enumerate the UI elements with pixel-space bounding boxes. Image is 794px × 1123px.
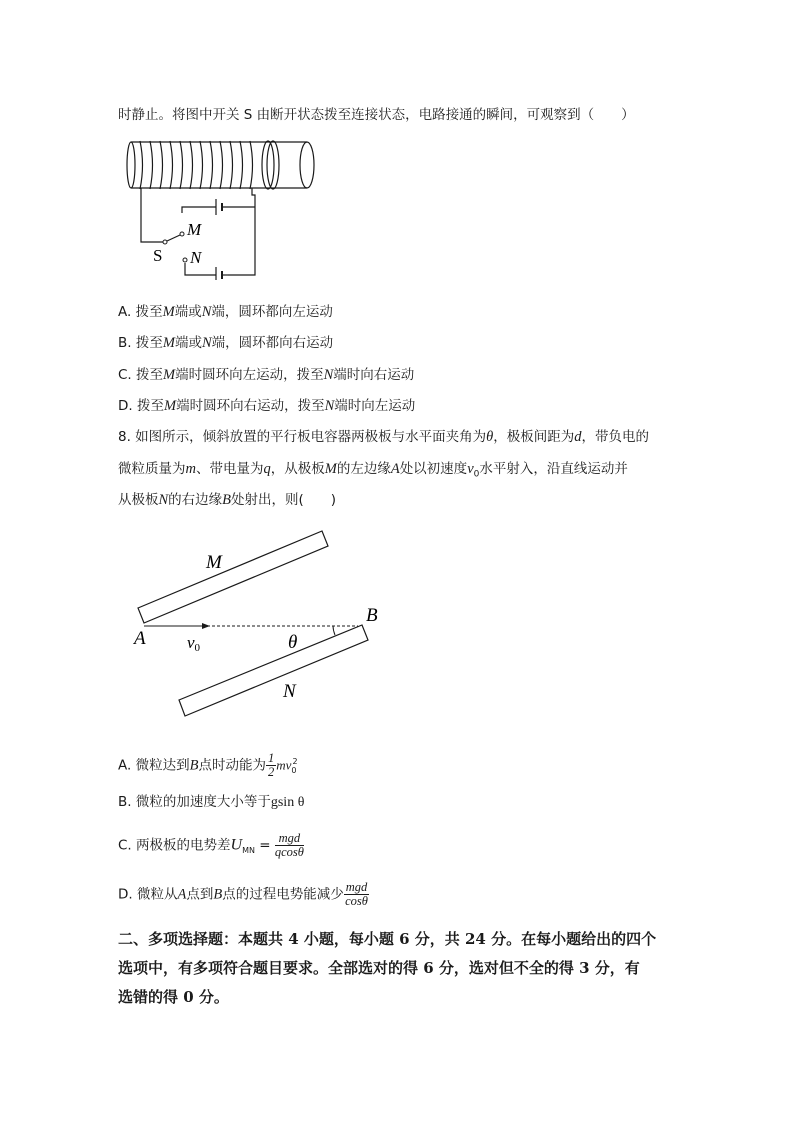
fraction-mgd-qcos: $\frac{\text{mgd}}{qcos\theta}$ [274, 831, 304, 859]
q7-intro-text: 时静止。将图中开关 S 由断开状态拨至连接状态，电路接通的瞬间，可观察到（ ） [118, 107, 635, 123]
q8-option-b[interactable]: B. 微粒的加速度大小等于gsin θ [118, 794, 305, 810]
q7-option-c[interactable]: C. 拨至M端时圆环向左运动，拨至N端时向右运动 [118, 367, 415, 383]
section2-heading-line2: 选项中，有多项符合题目要求。全部选对的得 6 分，选对但不全的得 3 分，有 [118, 959, 640, 977]
fraction-mgd-cos: $\frac{\text{mgd}}{\cos\theta}$ [345, 880, 368, 908]
solenoid-circuit-figure [120, 135, 330, 280]
label-s: S [153, 246, 163, 265]
label-m: M [187, 220, 202, 239]
fig-label-v0: v0 [187, 633, 201, 654]
q7-option-b[interactable]: B. 拨至M端或N端，圆环都向右运动 [118, 335, 334, 351]
q8-option-a[interactable]: A. 微粒达到B点时动能为 $\frac{1}{2}$ $mv_0^2$ [118, 751, 298, 779]
fig-label-n: N [283, 681, 296, 702]
q7-option-d[interactable]: D. 拨至M端时圆环向右运动，拨至N端时向左运动 [118, 398, 416, 414]
q8-stem-line2: 微粒质量为m、带电量为q，从极板M的左边缘A处以初速度$v_0$水平射入，沿直线运动并 [118, 461, 628, 480]
capacitor-plates-figure [130, 520, 390, 725]
section2-heading-line1: 二、多项选择题：本题共 4 小题，每小题 6 分，共 24 分。在每小题给出的四个 [118, 930, 657, 948]
q8-stem-line1: 8. 如图所示，倾斜放置的平行板电容器两极板与水平面夹角为θ，极板间距为d，带负电的 [118, 429, 650, 445]
label-n: N [190, 248, 202, 267]
fig-label-theta: θ [288, 632, 298, 653]
section2-heading-line3: 选错的得 0 分。 [118, 988, 229, 1006]
fraction-half: $\frac{1}{2}$ [267, 751, 275, 779]
fig-label-a: A [134, 628, 146, 649]
q8-stem-line3: 从极板N的右边缘B处射出，则( ) [118, 492, 337, 508]
fig-label-b: B [366, 605, 378, 626]
fig-label-m: M [206, 552, 222, 573]
q8-option-d[interactable]: D. 微粒从A点到B点的过程电势能减少 $\frac{\text{mgd}}{\cos\theta}$ [118, 880, 368, 908]
q7-option-a[interactable]: A. 拨至M端或N端，圆环都向左运动 [118, 304, 333, 320]
q8-option-c[interactable]: C. 两极板的电势差$U_{MN}$ = $\frac{\text{mgd}}{qcos\theta}$ [118, 831, 304, 859]
